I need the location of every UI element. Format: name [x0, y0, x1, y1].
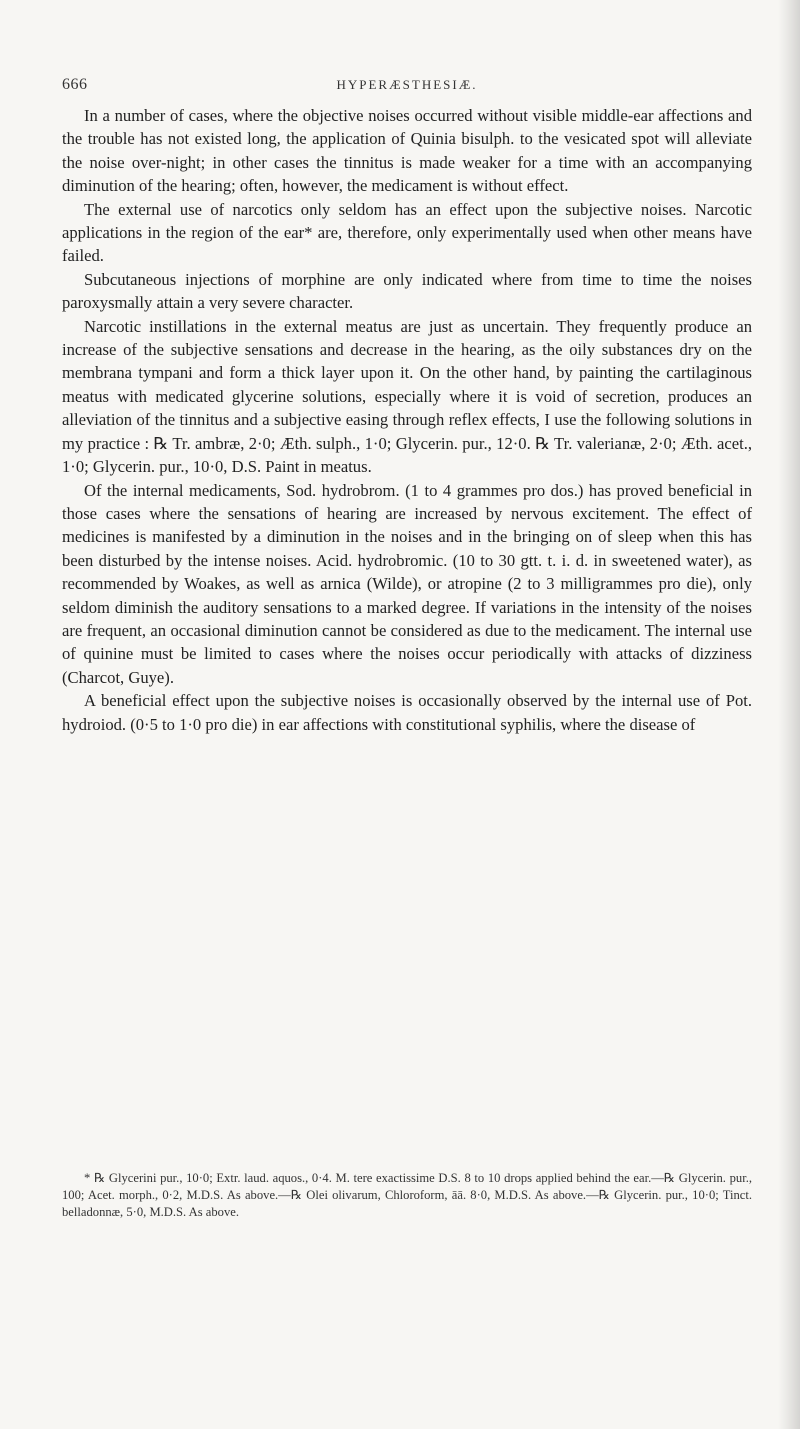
- body-text: [62, 104, 752, 736]
- footnote-text: * ℞ Glycerini pur., 10·0; Extr. laud. aquos., 0·4. M. tere exactissime D.S. 8 to 10 drops applied behind the ear.—℞ Glycerin. pur., 100; Acet. morph., 0·2, M.D.S. As above.—℞ Olei olivarum, Chloroform, āā. 8·0, M.D.S. As above.—℞ Glycerin. pur., 10·0; Tinct. belladonnæ, 5·0, M.D.S. As above.: [62, 1171, 752, 1219]
- page-header: [62, 76, 752, 100]
- paragraph-morphine-injections: Subcutaneous injections of morphine are only indicated where from time to time the noises paroxysmally attain a very severe character.: [62, 269, 752, 313]
- paragraph-pot-hydroiod: A beneficial effect upon the subjective noises is occasionally observed by the internal use of Pot. hydroiod. (0·5 to 1·0 pro die) in ear affections with constitutional syphilis, where the disease of: [62, 691, 752, 734]
- page-edge-shadow: [778, 0, 800, 1429]
- footnote: [62, 1170, 752, 1221]
- page-number: 666: [62, 76, 88, 93]
- running-title: HYPERÆSTHESIÆ.: [336, 77, 478, 92]
- paragraph-narcotic-instillations: Narcotic instillations in the external meatus are just as uncertain. They frequently produce an increase of the subjective sensations and decrease in the hearing, as the oily substances dry on the membrana tympani and form a thick layer upon it. On the other hand, by painting the cartilaginous meatus with medicated glycerine solutions, especially where it is void of secretion, produces an alleviation of the tinnitus and a subjective easing through reflex effects, I use the following solutions in my practice : ℞ Tr. ambræ, 2·0; Æth. sulph., 1·0; Glycerin. pur., 12·0. ℞ Tr. valerianæ, 2·0; Æth. acet., 1·0; Glycerin. pur., 10·0, D.S. Paint in meatus.: [62, 316, 752, 477]
- paragraph-quinia: In a number of cases, where the objective noises occurred without visible middle-ear affections and the trouble has not existed long, the application of Quinia bisulph. to the vesicated spot will alleviate the noise over-night; in other cases the tinnitus is made weaker for a time with an accompanying diminution of the hearing; often, however, the medicament is without effect.: [62, 106, 752, 196]
- paragraph-internal-medicaments: Of the internal medicaments, Sod. hydrobrom. (1 to 4 grammes pro dos.) has proved beneficial in those cases where the sensations of hearing are increased by nervous excitement. The effect of medicines is manifested by a diminution in the noises and in the bringing on of sleep when this has been disturbed by the intense noises. Acid. hydrobromic. (10 to 30 gtt. t. i. d. in sweetened water), as recommended by Woakes, as well as arnica (Wilde), or atropine (2 to 3 milligrammes pro die), only seldom diminish the auditory sensations to a marked degree. If variations in the intensity of the noises are frequent, an occasional diminution cannot be considered as due to the medicament. The internal use of quinine must be limited to cases where the noises occur periodically with attacks of dizziness (Charcot, Guye).: [62, 480, 752, 687]
- paragraph-narcotics-external: The external use of narcotics only seldom has an effect upon the subjective noises. Narcotic applications in the region of the ear* are, therefore, only experimentally used when other means have failed.: [62, 199, 752, 266]
